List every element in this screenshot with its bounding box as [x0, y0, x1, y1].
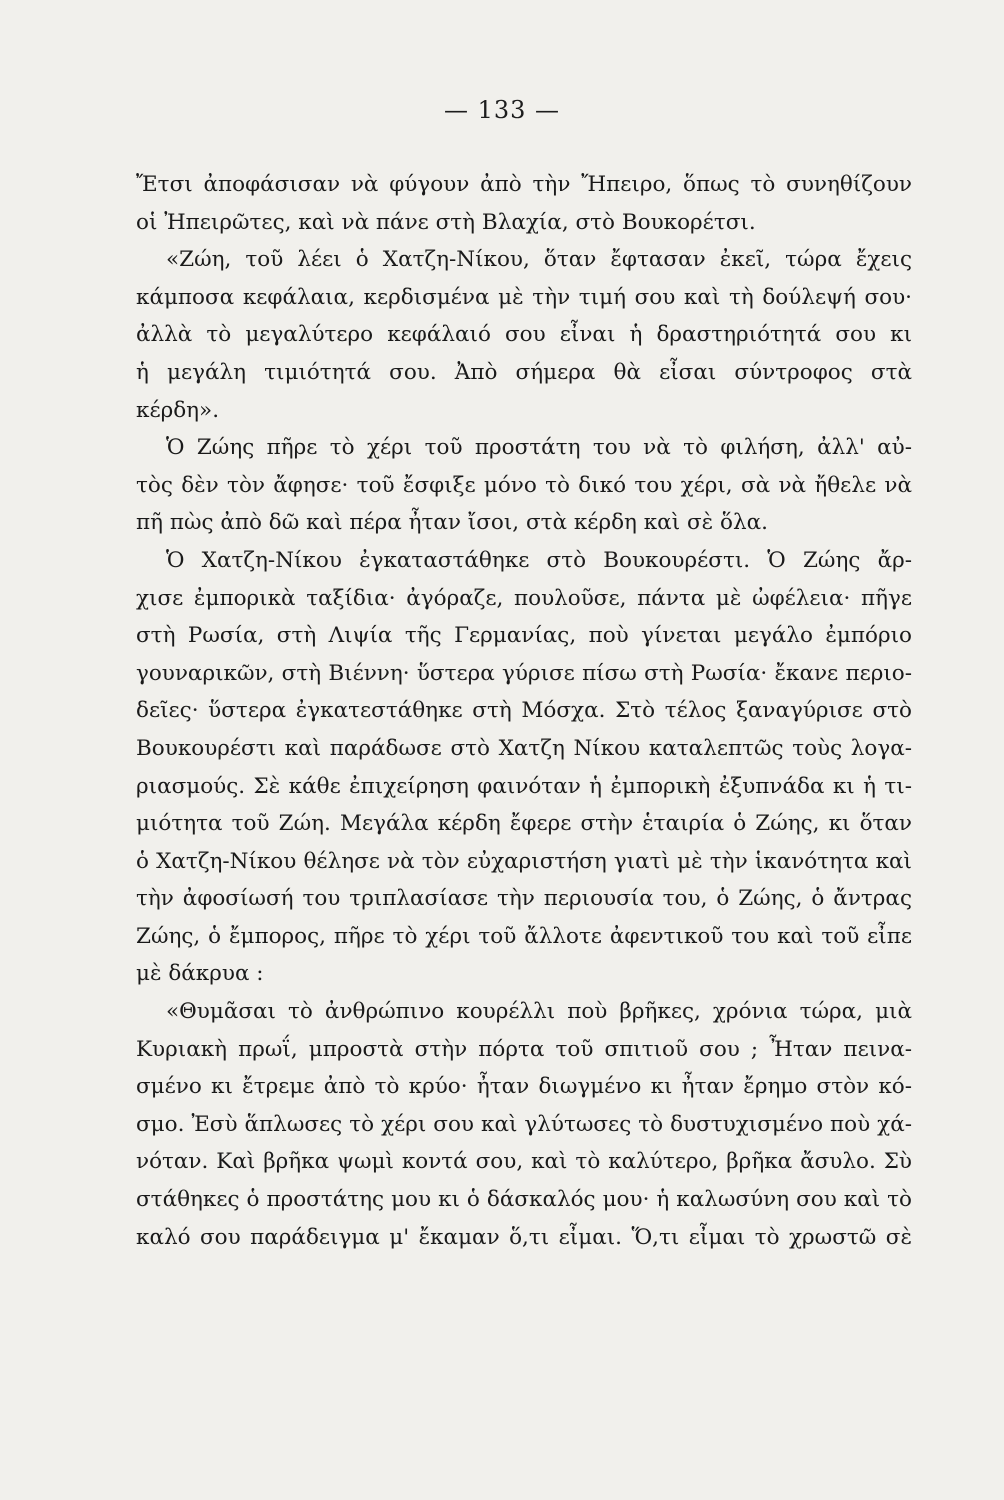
text-line: σμένο κι ἔτρεμε ἀπὸ τὸ κρύο· ἦταν διωγμένο κι ἦταν ἔρημο στὸν κό- — [136, 1074, 912, 1100]
text-line: δεῖες· ὕστερα ἐγκατεστάθηκε στὴ Μόσχα. Στὸ τέλος ξαναγύρισε στὸ — [136, 698, 912, 724]
text-line: Βουκουρέστι καὶ παράδωσε στὸ Χατζη Νίκου καταλεπτῶς τοὺς λογα- — [136, 735, 912, 761]
text-line: νόταν. Καὶ βρῆκα ψωμὶ κοντά σου, καὶ τὸ καλύτερο, βρῆκα ἄσυλο. Σὺ — [136, 1149, 912, 1175]
body-text — [136, 166, 912, 1256]
text-line: Ζώης, ὁ ἔμπορος, πῆρε τὸ χέρι τοῦ ἄλλοτε ἀφεντικοῦ του καὶ τοῦ εἶπε — [136, 923, 912, 949]
paragraph — [136, 429, 912, 542]
paragraph — [136, 993, 912, 1256]
text-line: κάμποσα κεφάλαια, κερδισμένα μὲ τὴν τιμή σου καὶ τὴ δούλεψή σου· — [136, 284, 912, 310]
paragraph — [136, 166, 912, 241]
text-line: οἱ Ἠπειρῶτες, καὶ νὰ πάνε στὴ Βλαχία, στὸ Βουκορέτσι. — [136, 209, 756, 235]
text-line: χισε ἐμπορικὰ ταξίδια· ἀγόραζε, πουλοῦσε, πάντα μὲ ὠφέλεια· πῆγε — [136, 585, 912, 611]
page-number: — 133 — — [443, 96, 561, 124]
text-line: τὴν ἀφοσίωσή του τριπλασίασε τὴν περιουσία του, ὁ Ζώης, ὁ ἄντρας — [136, 886, 912, 912]
text-line: ὁ Χατζη-Νίκου θέλησε νὰ τὸν εὐχαριστήση γιατὶ μὲ τὴν ἱκανότητα καὶ — [136, 848, 912, 874]
text-line: γουναρικῶν, στὴ Βιέννη· ὕστερα γύρισε πίσω στὴ Ρωσία· ἔκανε περιο- — [136, 660, 912, 686]
paragraph — [136, 542, 912, 993]
text-line: σμο. Ἐσὺ ἅπλωσες τὸ χέρι σου καὶ γλύτωσες τὸ δυστυχισμένο ποὺ χά- — [136, 1111, 912, 1137]
text-line: στὴ Ρωσία, στὴ Λιψία τῆς Γερμανίας, ποὺ γίνεται μεγάλο ἐμπόριο — [136, 623, 912, 649]
text-line: τὸς δὲν τὸν ἄφησε· τοῦ ἔσφιξε μόνο τὸ δικό του χέρι, σὰ νὰ ἤθελε νὰ — [136, 472, 912, 498]
text-line: Κυριακὴ πρωΐ, μπροστὰ στὴν πόρτα τοῦ σπιτιοῦ σου ; Ἦταν πεινα- — [136, 1036, 912, 1062]
text-line: μὲ δάκρυα : — [136, 961, 264, 987]
text-line: Ἔτσι ἀποφάσισαν νὰ φύγουν ἀπὸ τὴν Ἤπειρο, ὅπως τὸ συνηθίζουν — [136, 172, 912, 197]
text-line: κέρδη». — [136, 397, 220, 423]
text-line: Ὁ Χατζη-Νίκου ἐγκαταστάθηκε στὸ Βουκουρέστι. Ὁ Ζώης ἄρ- — [166, 547, 912, 573]
text-line: «Ζώη, τοῦ λέει ὁ Χατζη-Νίκου, ὅταν ἔφτασαν ἐκεῖ, τώρα ἔχεις — [166, 247, 912, 273]
text-line: ἀλλὰ τὸ μεγαλύτερο κεφάλαιό σου εἶναι ἡ δραστηριότητά σου κι — [136, 322, 912, 348]
text-line: «Θυμᾶσαι τὸ ἀνθρώπινο κουρέλλι ποὺ βρῆκες, χρόνια τώρα, μιὰ — [166, 999, 912, 1025]
text-line: στάθηκες ὁ προστάτης μου κι ὁ δάσκαλός μου· ἡ καλωσύνη σου καὶ τὸ — [136, 1187, 912, 1213]
text-line: ριασμούς. Σὲ κάθε ἐπιχείρηση φαινόταν ἡ ἐμπορικὴ ἐξυπνάδα κι ἡ τι- — [136, 773, 912, 799]
text-line: ἡ μεγάλη τιμιότητά σου. Ἀπὸ σήμερα θὰ εἶσαι σύντροφος στὰ — [136, 359, 912, 385]
text-line: πῆ πὼς ἀπὸ δῶ καὶ πέρα ἦταν ἴσοι, στὰ κέρδη καὶ σὲ ὅλα. — [136, 510, 768, 536]
text-line: Ὁ Ζώης πῆρε τὸ χέρι τοῦ προστάτη του νὰ τὸ φιλήση, ἀλλ' αὐ- — [166, 435, 912, 461]
text-line: καλό σου παράδειγμα μ' ἔκαμαν ὅ,τι εἶμαι. Ὅ,τι εἶμαι τὸ χρωστῶ σὲ — [136, 1224, 912, 1250]
paragraph — [136, 241, 912, 429]
text-line: μιότητα τοῦ Ζώη. Μεγάλα κέρδη ἔφερε στὴν ἑταιρία ὁ Ζώης, κι ὅταν — [136, 811, 912, 837]
